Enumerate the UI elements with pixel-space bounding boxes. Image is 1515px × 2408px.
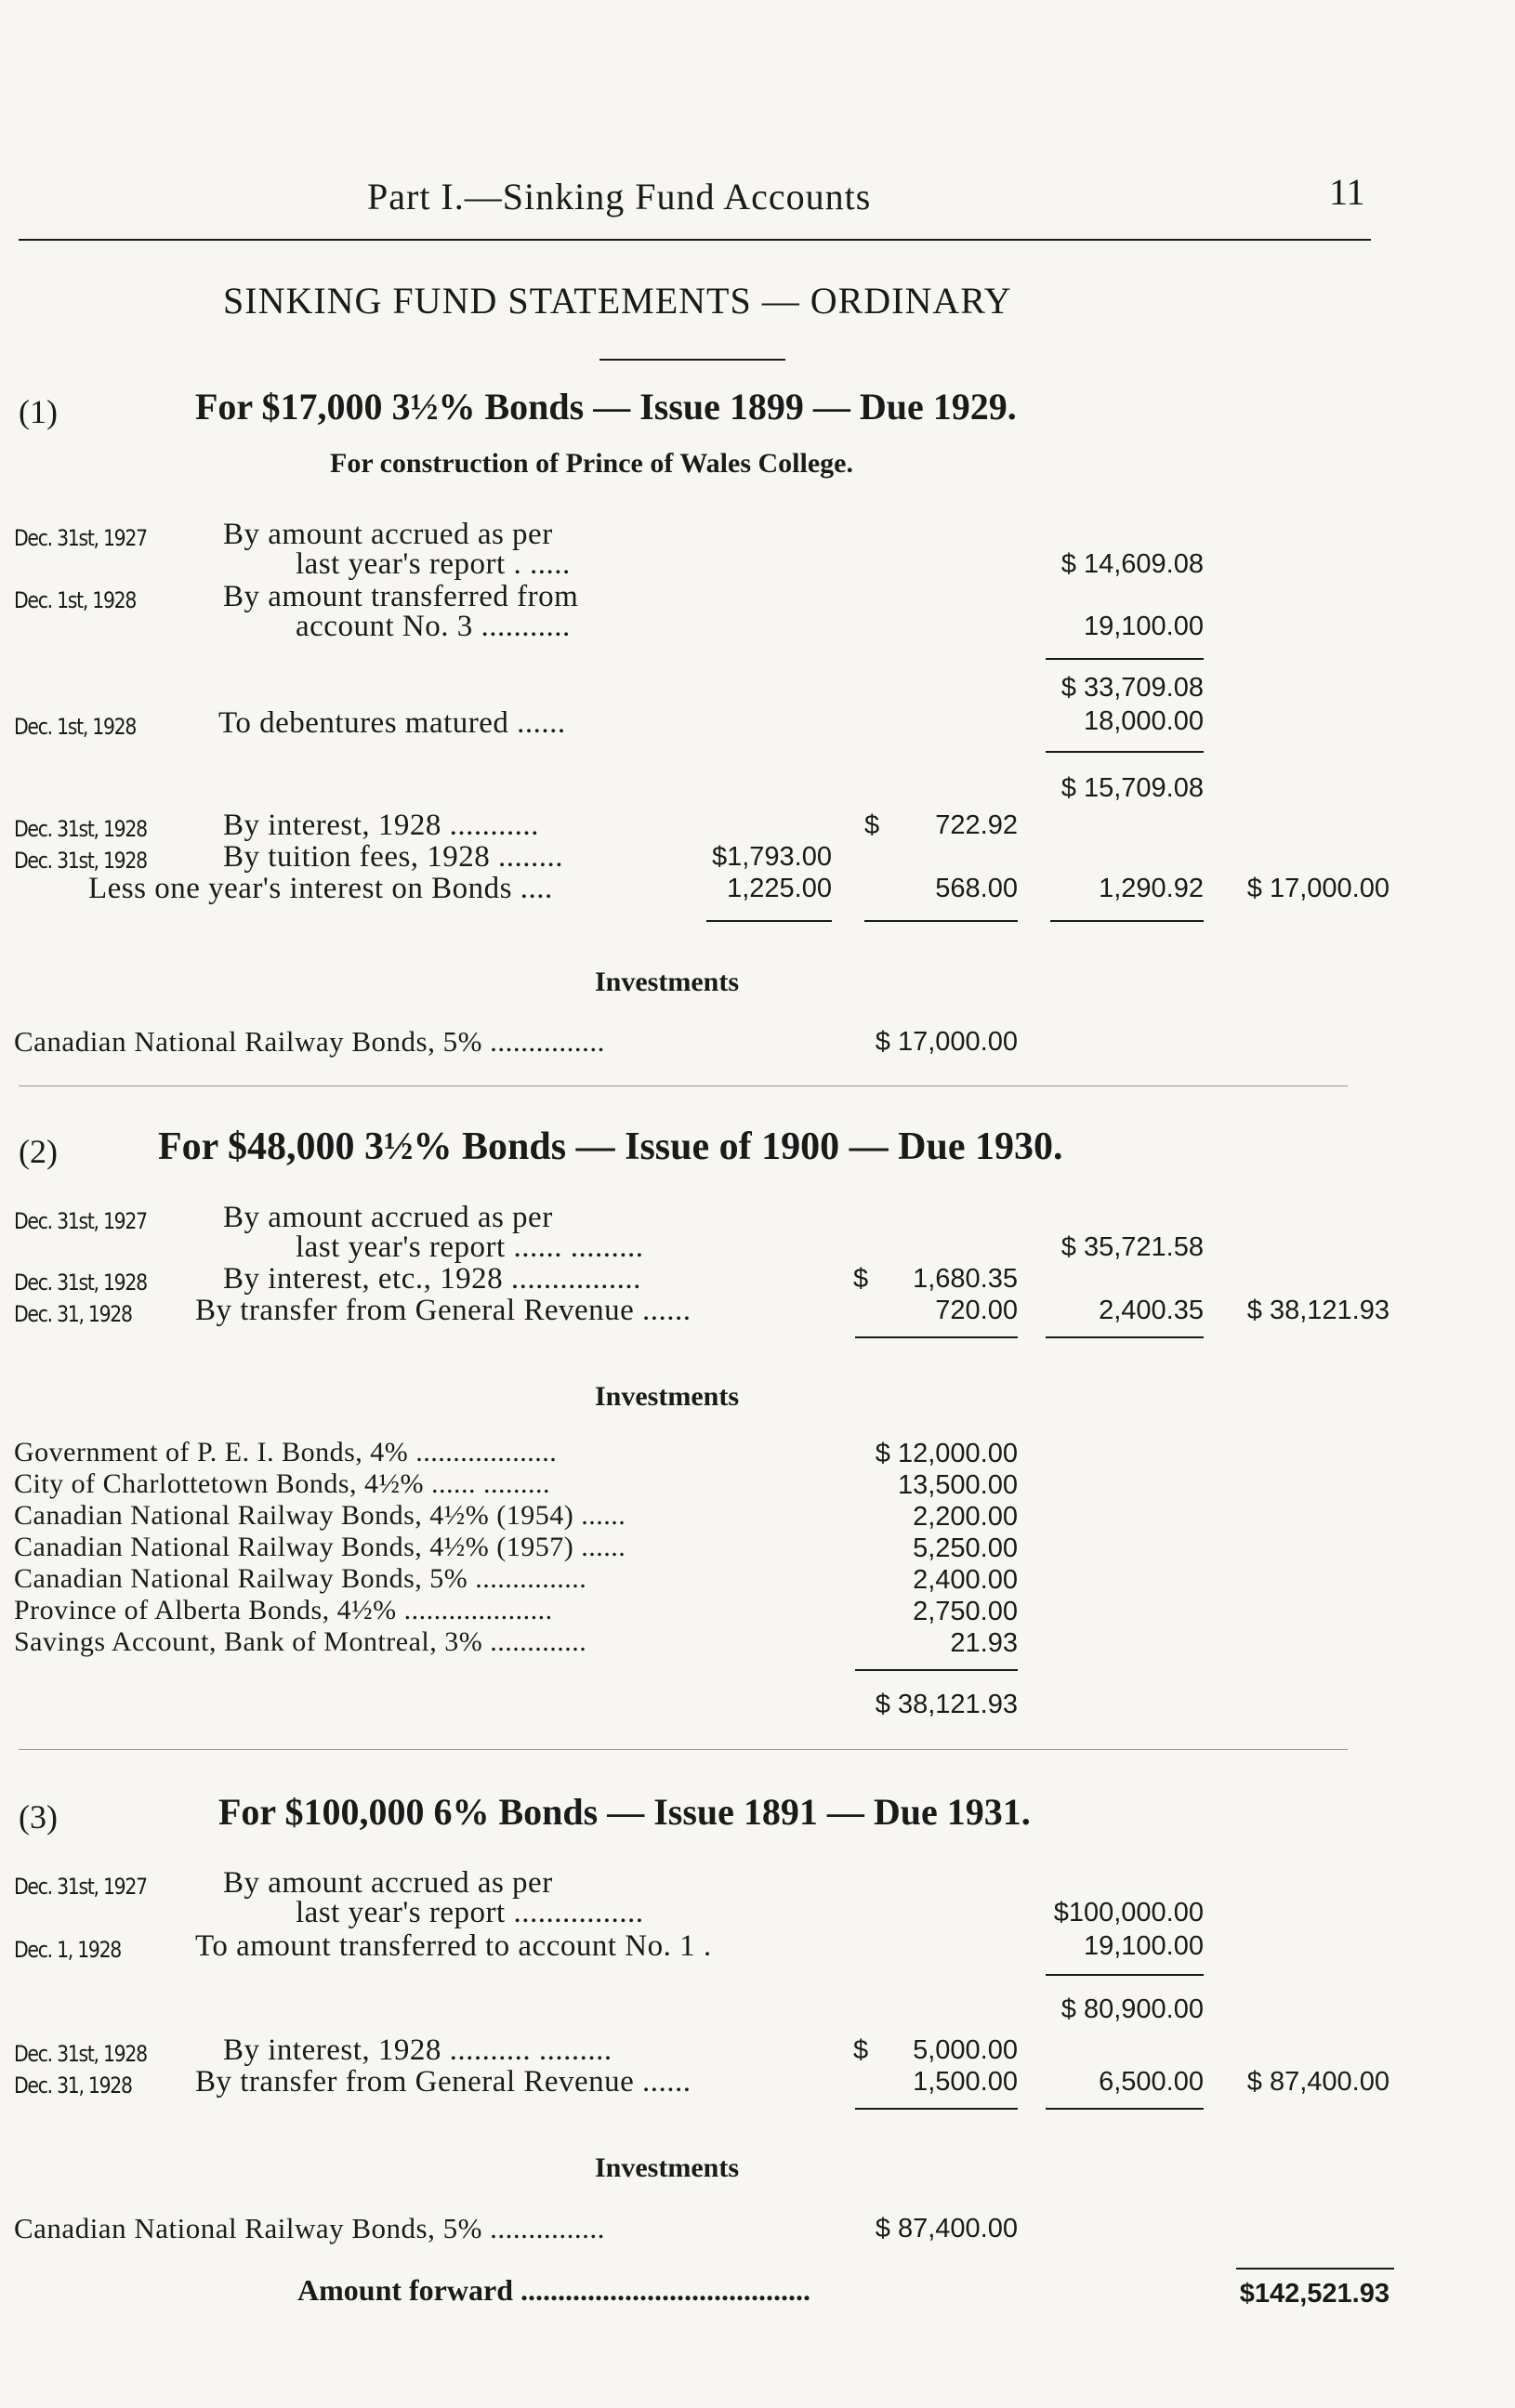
s1-row4-amount: 722.92 [935,810,1018,840]
s1-row3-text: To debentures matured ...... [218,706,566,740]
s2-row1-amount: $ 35,721.58 [1060,1232,1204,1262]
s2-investment-5: Canadian National Railway Bonds, 5% ............... [14,1563,587,1594]
s1-row1-date: Dec. 31st, 1927 [14,525,147,551]
s2-row1-text-2: last year's report ...... ......... [296,1230,644,1264]
header-rule [19,239,1371,241]
section-2-label: (2) [19,1133,58,1170]
s1-rule-3b [864,920,1018,922]
s3-rule-2b [1046,2108,1204,2110]
section-1-subheading: For construction of Prince of Wales College. [330,448,853,479]
s3-row4-amount-d: 6,500.00 [1099,2067,1204,2097]
s2-rule-1b [1046,1336,1204,1338]
s1-row6-amount-c: 568.00 [935,874,1018,903]
s1-subtotal-2: $ 15,709.08 [1060,773,1204,803]
s1-row5-date: Dec. 31st, 1928 [14,848,147,874]
s1-rule-2 [1046,751,1204,753]
main-title: SINKING FUND STATEMENTS — ORDINARY [223,280,1012,322]
s3-subtotal-1: $ 80,900.00 [1060,1994,1204,2024]
s2-rule-2 [855,1669,1018,1671]
s2-investment-7-amount: 21.93 [950,1628,1018,1658]
s1-row6-text: Less one year's interest on Bonds .... [88,872,553,905]
s2-investment-4-amount: 5,250.00 [913,1533,1018,1563]
s3-investment-1: Canadian National Railway Bonds, 5% ............... [14,2212,605,2244]
s1-rule-3a [706,920,832,922]
s2-investment-3: Canadian National Railway Bonds, 4½% (1954) ...... [14,1500,626,1531]
s2-row2-date: Dec. 31st, 1928 [14,1270,147,1296]
s3-row1-text: By amount accrued as per [223,1866,553,1900]
section-1-label: (1) [19,393,58,430]
s2-investment-1: Government of P. E. I. Bonds, 4% ................... [14,1437,558,1467]
s2-row2-amount: 1,680.35 [913,1264,1018,1294]
s1-row6-amount-b: 1,225.00 [727,874,832,903]
s1-row6-amount-d: 1,290.92 [1099,874,1204,903]
section-divider-2 [19,1749,1348,1750]
s2-investment-7: Savings Account, Bank of Montreal, 3% ............. [14,1626,587,1657]
section-1-heading: For $17,000 3½% Bonds — Issue 1899 — Due 1929. [195,386,1017,428]
s1-row1-text-2: last year's report . ..... [296,547,571,581]
s1-row2-date: Dec. 1st, 1928 [14,587,137,613]
s1-row3-date: Dec. 1st, 1928 [14,714,137,740]
s2-investments-total: $ 38,121.93 [875,1690,1018,1719]
s1-row5-amount: $1,793.00 [711,842,832,872]
s2-rule-1a [855,1336,1018,1338]
s2-row1-text: By amount accrued as per [223,1201,553,1234]
s1-row5-text: By tuition fees, 1928 ........ [223,840,564,874]
s1-row4-text: By interest, 1928 ........... [223,809,539,842]
s1-row3-amount: 18,000.00 [1083,706,1204,736]
s3-row2-date: Dec. 1, 1928 [14,1937,122,1963]
s2-investment-4: Canadian National Railway Bonds, 4½% (1957) ...... [14,1532,626,1562]
s2-investment-5-amount: 2,400.00 [913,1565,1018,1595]
s2-row1-date: Dec. 31st, 1927 [14,1208,147,1234]
s2-row3-text: By transfer from General Revenue ...... [195,1294,692,1327]
running-header-title: Part I.—Sinking Fund Accounts [367,176,872,217]
s3-row3-currency: $ [853,2035,869,2065]
s3-rule-2a [855,2108,1018,2110]
amount-forward-total: $142,521.93 [1239,2279,1390,2309]
s1-row4-date: Dec. 31st, 1928 [14,816,147,842]
s3-row4-date: Dec. 31, 1928 [14,2072,132,2099]
s3-row4-text: By transfer from General Revenue ...... [195,2065,692,2099]
s3-row3-amount: 5,000.00 [913,2035,1018,2065]
s1-investment-1: Canadian National Railway Bonds, 5% ............... [14,1025,605,1058]
s2-investment-6-amount: 2,750.00 [913,1597,1018,1626]
s3-row2-amount: 19,100.00 [1083,1931,1204,1961]
s2-row3-amount-e: $ 38,121.93 [1246,1296,1390,1325]
s1-rule-1 [1046,658,1204,660]
s2-investment-2-amount: 13,500.00 [897,1470,1018,1500]
s2-investment-6: Province of Alberta Bonds, 4½% .................... [14,1595,553,1625]
page-number: 11 [1329,171,1365,213]
s3-row1-date: Dec. 31st, 1927 [14,1874,147,1900]
s3-row1-text-2: last year's report ................ [296,1896,644,1929]
title-rule [599,359,785,361]
section-3-heading: For $100,000 6% Bonds — Issue 1891 — Due 1931. [218,1791,1031,1833]
s1-investments-title: Investments [595,967,739,997]
s1-row1-amount: $ 14,609.08 [1060,549,1204,579]
s2-row2-text: By interest, etc., 1928 ................ [223,1262,641,1296]
section-2-heading: For $48,000 3½% Bonds — Issue of 1900 — Due 1930. [158,1125,1063,1168]
s3-row2-text: To amount transferred to account No. 1 . [195,1929,712,1963]
s1-subtotal-1: $ 33,709.08 [1060,673,1204,703]
s2-row3-amount-c: 720.00 [935,1296,1018,1325]
s1-row6-amount-e: $ 17,000.00 [1246,874,1390,903]
s3-investment-1-amount: $ 87,400.00 [875,2214,1018,2244]
s1-row2-amount: 19,100.00 [1083,612,1204,641]
amount-forward-label: Amount forward ....................................... [297,2273,810,2307]
s1-rule-3c [1050,920,1204,922]
s1-row2-text-2: account No. 3 ........... [296,610,571,643]
s2-investments-title: Investments [595,1381,739,1412]
s2-row3-date: Dec. 31, 1928 [14,1301,132,1327]
s3-investments-title: Investments [595,2152,739,2183]
s1-row1-text: By amount accrued as per [223,518,553,551]
section-3-label: (3) [19,1798,58,1836]
s3-row1-amount: $100,000.00 [1053,1898,1204,1928]
s3-rule-1 [1046,1974,1204,1976]
s3-row3-text: By interest, 1928 .......... ......... [223,2033,613,2067]
s1-investment-1-amount: $ 17,000.00 [875,1027,1018,1057]
s1-row4-currency: $ [864,810,880,840]
s1-row2-text: By amount transferred from [223,580,579,613]
s3-row4-amount-e: $ 87,400.00 [1246,2067,1390,2097]
s2-row2-currency: $ [853,1264,869,1294]
s3-row4-amount-c: 1,500.00 [913,2067,1018,2097]
s2-investment-1-amount: $ 12,000.00 [875,1439,1018,1468]
s2-investment-2: City of Charlottetown Bonds, 4½% ...... ......... [14,1468,550,1499]
footer-rule [1236,2268,1394,2270]
s2-row3-amount-d: 2,400.35 [1099,1296,1204,1325]
s3-row3-date: Dec. 31st, 1928 [14,2041,147,2067]
s2-investment-3-amount: 2,200.00 [913,1502,1018,1532]
